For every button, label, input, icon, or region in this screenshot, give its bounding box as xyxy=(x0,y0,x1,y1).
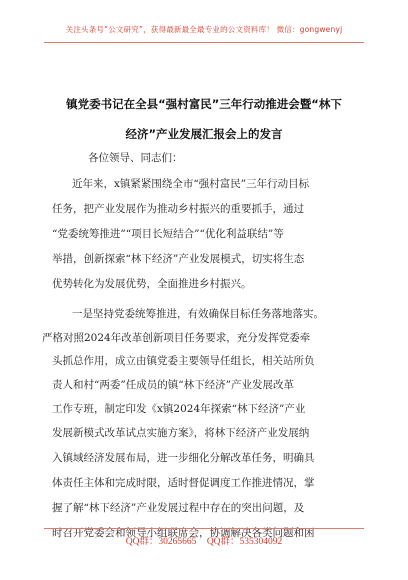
paragraph-line: 任务，把产业发展作为推动乡村振兴的重要抓手，通过 xyxy=(52,203,304,215)
document-title-line-2: 经济”产业发展汇报会上的发言 xyxy=(125,127,283,141)
paragraph-line: 严格对照2024年改革创新项目任务要求，充分发挥党委牵 xyxy=(42,332,311,344)
promo-banner: 关注头条号“公文研究”，获得最新最全最专业的公文资料库！ 微信：gongwenyj xyxy=(65,25,343,34)
paragraph-line: 工作专班，制定印发《x镇2024年探索“林下经济”产业 xyxy=(52,403,306,415)
paragraph-line: “党委统筹推进”“项目长短结合”“优化利益联结”等 xyxy=(52,228,284,240)
paragraph-line: 优势转化为发展优势，全面推进乡村振兴。 xyxy=(52,278,252,290)
document-title-line-1: 镇党委书记在全县“强村富民”三年行动推进会暨“林下 xyxy=(66,97,342,111)
paragraph-line: 入镇域经济发展布局，进一步细化分解改革任务，明确具 xyxy=(52,452,315,464)
paragraph-line: 近年来，x镇紧紧围绕全市“强村富民”三年行动目标 xyxy=(72,178,310,190)
paragraph-line: 一是坚持党委统筹推进，有效确保目标任务落地落实。 xyxy=(72,308,324,320)
footer-qq-group-2: QQ群：535304092 xyxy=(206,537,283,547)
paragraph-line: 体责任主体和完成时限，适时督促调度工作推进情况，掌 xyxy=(52,477,315,489)
paragraph-line: 头抓总作用，成立由镇党委主要领导任组长，相关站所负 xyxy=(52,355,315,367)
paragraph-line: 举措，创新探索“林下经济”产业发展模式，切实将生态 xyxy=(52,253,305,265)
paragraph-line: 握了解“林下经济”产业发展过程中存在的突出问题，及 xyxy=(52,502,305,514)
footer xyxy=(0,533,408,547)
paragraph-line: 责人和村“两委”任成员的镇“林下经济”产业发展改革 xyxy=(52,379,294,391)
footer-divider xyxy=(44,528,364,529)
footer-qq-group-1: QQ群：30265665 xyxy=(125,537,197,547)
paragraph-line: 时召开党委会和领导小组联席会，协调解决各类问题和困 xyxy=(52,527,315,539)
salutation: 各位领导、同志们： xyxy=(88,152,183,164)
paragraph-line: 发展新模式改革试点实施方案》，将林下经济产业发展纳 xyxy=(52,427,310,439)
header-divider xyxy=(44,42,364,43)
